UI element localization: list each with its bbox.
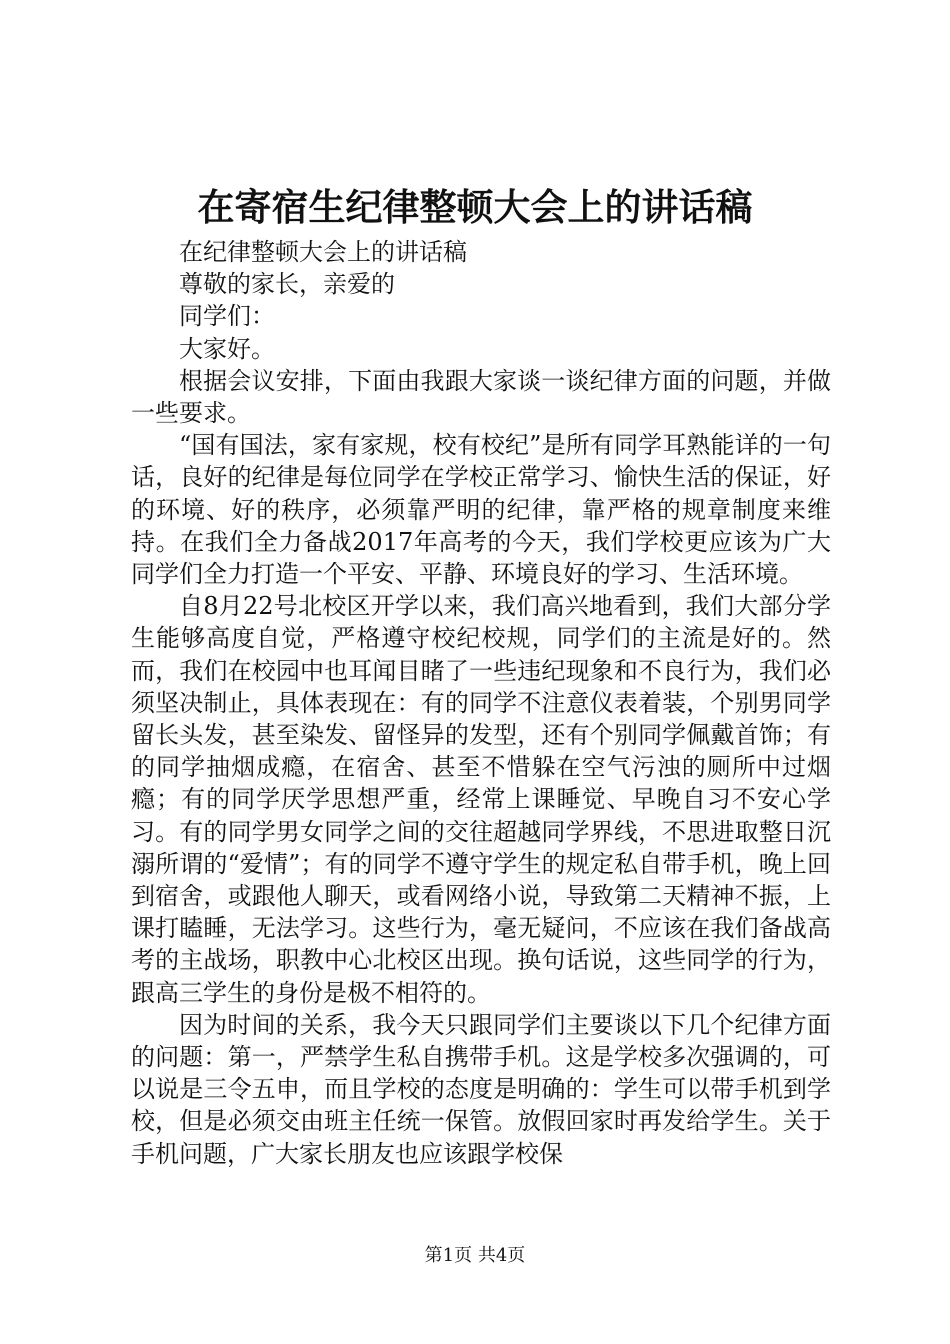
paragraph-heading: 在纪律整顿大会上的讲话稿 [179,238,467,266]
document-title: 在寄宿生纪律整顿大会上的讲话稿 [197,185,753,229]
paragraph-intro: 根据会议安排，下面由我跟大家谈一谈纪律方面的问题，并做一些要求。 [131,366,831,428]
paragraph-problems: 自8月22号北校区开学以来，我们高兴地看到，我们大部分学生能够高度自觉，严格遵守校纪校规，同学们的主流是好的。然而，我们在校园中也耳闻目睹了一些违纪现象和不良行为，我们必须坚决制止，具体表现在：有的同学不注意仪表着装，个别男同学留长头发，甚至染发、留怪异的发型，还有个别同学佩戴首饰；有的同学抽烟成瘾，在宿舍、甚至不惜躲在空气污浊的厕所中过烟瘾；有的同学厌学思想严重，经常上课睡觉、早晚自习不安心学习。有的同学男女同学之间的交往超越同学界线，不思进取整日沉溺所谓的“爱情”；有的同学不遵守学生的规定私自带手机，晚上回到宿舍，或跟他人聊天，或看网络小说，导致第二天精神不振，上课打瞌睡，无法学习。这些行为，毫无疑问，不应该在我们备战高考的主战场，职教中心北校区出现。换句话说，这些同学的行为，跟高三学生的身份是极不相符的。 [131,592,831,1007]
paragraph-salutation-2: 同学们： [179,302,275,331]
document-body [131,236,831,1170]
paragraph-discipline: “国有国法，家有家规，校有校纪”是所有同学耳熟能详的一句话，良好的纪律是每位同学在学校正常学习、愉快生活的保证，好的环境、好的秩序，必须靠严明的纪律，靠严格的规章制度来维持。在我们全力备战2017年高考的今天，我们学校更应该为广大同学们全力打造一个平安、平静、环境良好的学习、生活环境。 [131,431,831,589]
paragraph-salutation-1: 尊敬的家长，亲爱的 [179,270,395,299]
paragraph-requirements: 因为时间的关系，我今天只跟同学们主要谈以下几个纪律方面的问题：第一，严禁学生私自携带手机。这是学校多次强调的，可以说是三令五申，而且学校的态度是明确的：学生可以带手机到学校，但是必须交由班主任统一保管。放假回家时再发给学生。关于手机问题，广大家长朋友也应该跟学校保 [131,1010,831,1168]
page-footer: 第1页 共4页 [424,1245,526,1266]
paragraph-greeting: 大家好。 [179,334,275,363]
